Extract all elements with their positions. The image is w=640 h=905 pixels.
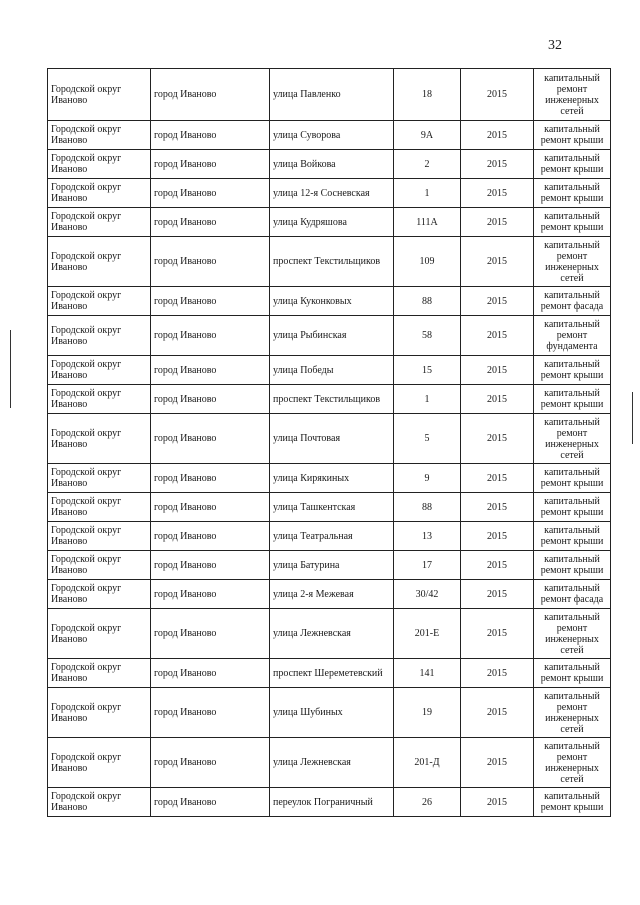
settlement-cell: город Иваново xyxy=(151,237,270,287)
year-cell: 2015 xyxy=(461,659,534,688)
street-cell: улица Шубиных xyxy=(270,688,394,738)
work-type-cell: капитальный ремонт крыши xyxy=(534,788,611,817)
municipality-cell: Городской округ Иваново xyxy=(48,69,151,121)
work-type-cell: капитальный ремонт инженерных сетей xyxy=(534,414,611,464)
settlement-cell: город Иваново xyxy=(151,788,270,817)
year-cell: 2015 xyxy=(461,287,534,316)
year-cell: 2015 xyxy=(461,150,534,179)
street-cell: улица Суворова xyxy=(270,121,394,150)
table-row xyxy=(48,287,611,316)
municipality-cell: Городской округ Иваново xyxy=(48,788,151,817)
street-cell: улица 2-я Межевая xyxy=(270,580,394,609)
table-row xyxy=(48,551,611,580)
table-row xyxy=(48,179,611,208)
house-number-cell: 111А xyxy=(394,208,461,237)
scan-margin-mark-left xyxy=(10,330,11,408)
work-type-cell: капитальный ремонт крыши xyxy=(534,150,611,179)
year-cell: 2015 xyxy=(461,522,534,551)
work-type-cell: капитальный ремонт крыши xyxy=(534,385,611,414)
table-row xyxy=(48,356,611,385)
municipality-cell: Городской округ Иваново xyxy=(48,551,151,580)
street-cell: улица Батурина xyxy=(270,551,394,580)
house-number-cell: 15 xyxy=(394,356,461,385)
street-cell: улица Лежневская xyxy=(270,738,394,788)
repair-schedule-table xyxy=(47,68,611,817)
year-cell: 2015 xyxy=(461,208,534,237)
house-number-cell: 1 xyxy=(394,179,461,208)
year-cell: 2015 xyxy=(461,580,534,609)
house-number-cell: 5 xyxy=(394,414,461,464)
settlement-cell: город Иваново xyxy=(151,150,270,179)
year-cell: 2015 xyxy=(461,414,534,464)
settlement-cell: город Иваново xyxy=(151,609,270,659)
year-cell: 2015 xyxy=(461,688,534,738)
municipality-cell: Городской округ Иваново xyxy=(48,580,151,609)
municipality-cell: Городской округ Иваново xyxy=(48,414,151,464)
year-cell: 2015 xyxy=(461,356,534,385)
house-number-cell: 18 xyxy=(394,69,461,121)
municipality-cell: Городской округ Иваново xyxy=(48,356,151,385)
table-row xyxy=(48,150,611,179)
street-cell: улица Кирякиных xyxy=(270,464,394,493)
table-row xyxy=(48,121,611,150)
house-number-cell: 1 xyxy=(394,385,461,414)
municipality-cell: Городской округ Иваново xyxy=(48,738,151,788)
house-number-cell: 201-Д xyxy=(394,738,461,788)
work-type-cell: капитальный ремонт крыши xyxy=(534,551,611,580)
street-cell: проспект Текстильщиков xyxy=(270,237,394,287)
street-cell: улица Победы xyxy=(270,356,394,385)
table-row xyxy=(48,464,611,493)
house-number-cell: 109 xyxy=(394,237,461,287)
street-cell: проспект Текстильщиков xyxy=(270,385,394,414)
year-cell: 2015 xyxy=(461,237,534,287)
scan-margin-mark-right xyxy=(632,392,633,444)
settlement-cell: город Иваново xyxy=(151,208,270,237)
table-row xyxy=(48,493,611,522)
house-number-cell: 9А xyxy=(394,121,461,150)
settlement-cell: город Иваново xyxy=(151,287,270,316)
house-number-cell: 17 xyxy=(394,551,461,580)
house-number-cell: 58 xyxy=(394,316,461,356)
settlement-cell: город Иваново xyxy=(151,551,270,580)
house-number-cell: 30/42 xyxy=(394,580,461,609)
street-cell: улица Лежневская xyxy=(270,609,394,659)
street-cell: улица Почтовая xyxy=(270,414,394,464)
work-type-cell: капитальный ремонт крыши xyxy=(534,464,611,493)
settlement-cell: город Иваново xyxy=(151,69,270,121)
work-type-cell: капитальный ремонт инженерных сетей xyxy=(534,237,611,287)
house-number-cell: 201-Е xyxy=(394,609,461,659)
settlement-cell: город Иваново xyxy=(151,464,270,493)
street-cell: проспект Шереметевский xyxy=(270,659,394,688)
table-row xyxy=(48,522,611,551)
year-cell: 2015 xyxy=(461,121,534,150)
settlement-cell: город Иваново xyxy=(151,385,270,414)
table-row xyxy=(48,414,611,464)
settlement-cell: город Иваново xyxy=(151,688,270,738)
settlement-cell: город Иваново xyxy=(151,493,270,522)
house-number-cell: 2 xyxy=(394,150,461,179)
year-cell: 2015 xyxy=(461,179,534,208)
municipality-cell: Городской округ Иваново xyxy=(48,688,151,738)
municipality-cell: Городской округ Иваново xyxy=(48,522,151,551)
house-number-cell: 19 xyxy=(394,688,461,738)
year-cell: 2015 xyxy=(461,464,534,493)
street-cell: улица Куконковых xyxy=(270,287,394,316)
work-type-cell: капитальный ремонт фасада xyxy=(534,287,611,316)
municipality-cell: Городской округ Иваново xyxy=(48,208,151,237)
settlement-cell: город Иваново xyxy=(151,580,270,609)
municipality-cell: Городской округ Иваново xyxy=(48,659,151,688)
year-cell: 2015 xyxy=(461,738,534,788)
work-type-cell: капитальный ремонт крыши xyxy=(534,179,611,208)
street-cell: улица Театральная xyxy=(270,522,394,551)
table-row xyxy=(48,316,611,356)
house-number-cell: 141 xyxy=(394,659,461,688)
table-row xyxy=(48,208,611,237)
year-cell: 2015 xyxy=(461,493,534,522)
work-type-cell: капитальный ремонт крыши xyxy=(534,356,611,385)
work-type-cell: капитальный ремонт инженерных сетей xyxy=(534,69,611,121)
settlement-cell: город Иваново xyxy=(151,738,270,788)
municipality-cell: Городской округ Иваново xyxy=(48,121,151,150)
table-row xyxy=(48,688,611,738)
street-cell: улица Кудряшова xyxy=(270,208,394,237)
table-row xyxy=(48,788,611,817)
table-row xyxy=(48,659,611,688)
year-cell: 2015 xyxy=(461,609,534,659)
settlement-cell: город Иваново xyxy=(151,522,270,551)
settlement-cell: город Иваново xyxy=(151,659,270,688)
municipality-cell: Городской округ Иваново xyxy=(48,493,151,522)
house-number-cell: 13 xyxy=(394,522,461,551)
table-row xyxy=(48,738,611,788)
work-type-cell: капитальный ремонт крыши xyxy=(534,659,611,688)
settlement-cell: город Иваново xyxy=(151,179,270,208)
municipality-cell: Городской округ Иваново xyxy=(48,179,151,208)
street-cell: улица Войкова xyxy=(270,150,394,179)
house-number-cell: 88 xyxy=(394,493,461,522)
house-number-cell: 26 xyxy=(394,788,461,817)
table-row xyxy=(48,609,611,659)
year-cell: 2015 xyxy=(461,316,534,356)
work-type-cell: капитальный ремонт крыши xyxy=(534,493,611,522)
work-type-cell: капитальный ремонт фасада xyxy=(534,580,611,609)
work-type-cell: капитальный ремонт инженерных сетей xyxy=(534,738,611,788)
street-cell: улица Ташкентская xyxy=(270,493,394,522)
year-cell: 2015 xyxy=(461,788,534,817)
work-type-cell: капитальный ремонт крыши xyxy=(534,522,611,551)
municipality-cell: Городской округ Иваново xyxy=(48,609,151,659)
municipality-cell: Городской округ Иваново xyxy=(48,150,151,179)
street-cell: переулок Пограничный xyxy=(270,788,394,817)
municipality-cell: Городской округ Иваново xyxy=(48,287,151,316)
settlement-cell: город Иваново xyxy=(151,356,270,385)
street-cell: улица Павленко xyxy=(270,69,394,121)
work-type-cell: капитальный ремонт крыши xyxy=(534,208,611,237)
house-number-cell: 88 xyxy=(394,287,461,316)
street-cell: улица 12-я Сосневская xyxy=(270,179,394,208)
table-body xyxy=(48,69,611,817)
table-row xyxy=(48,69,611,121)
municipality-cell: Городской округ Иваново xyxy=(48,385,151,414)
year-cell: 2015 xyxy=(461,69,534,121)
settlement-cell: город Иваново xyxy=(151,316,270,356)
house-number-cell: 9 xyxy=(394,464,461,493)
settlement-cell: город Иваново xyxy=(151,414,270,464)
year-cell: 2015 xyxy=(461,385,534,414)
table-row xyxy=(48,385,611,414)
municipality-cell: Городской округ Иваново xyxy=(48,316,151,356)
municipality-cell: Городской округ Иваново xyxy=(48,237,151,287)
settlement-cell: город Иваново xyxy=(151,121,270,150)
work-type-cell: капитальный ремонт фундамента xyxy=(534,316,611,356)
street-cell: улица Рыбинская xyxy=(270,316,394,356)
work-type-cell: капитальный ремонт крыши xyxy=(534,121,611,150)
table-row xyxy=(48,580,611,609)
municipality-cell: Городской округ Иваново xyxy=(48,464,151,493)
year-cell: 2015 xyxy=(461,551,534,580)
table-row xyxy=(48,237,611,287)
work-type-cell: капитальный ремонт инженерных сетей xyxy=(534,688,611,738)
work-type-cell: капитальный ремонт инженерных сетей xyxy=(534,609,611,659)
page-number: 32 xyxy=(548,38,562,53)
